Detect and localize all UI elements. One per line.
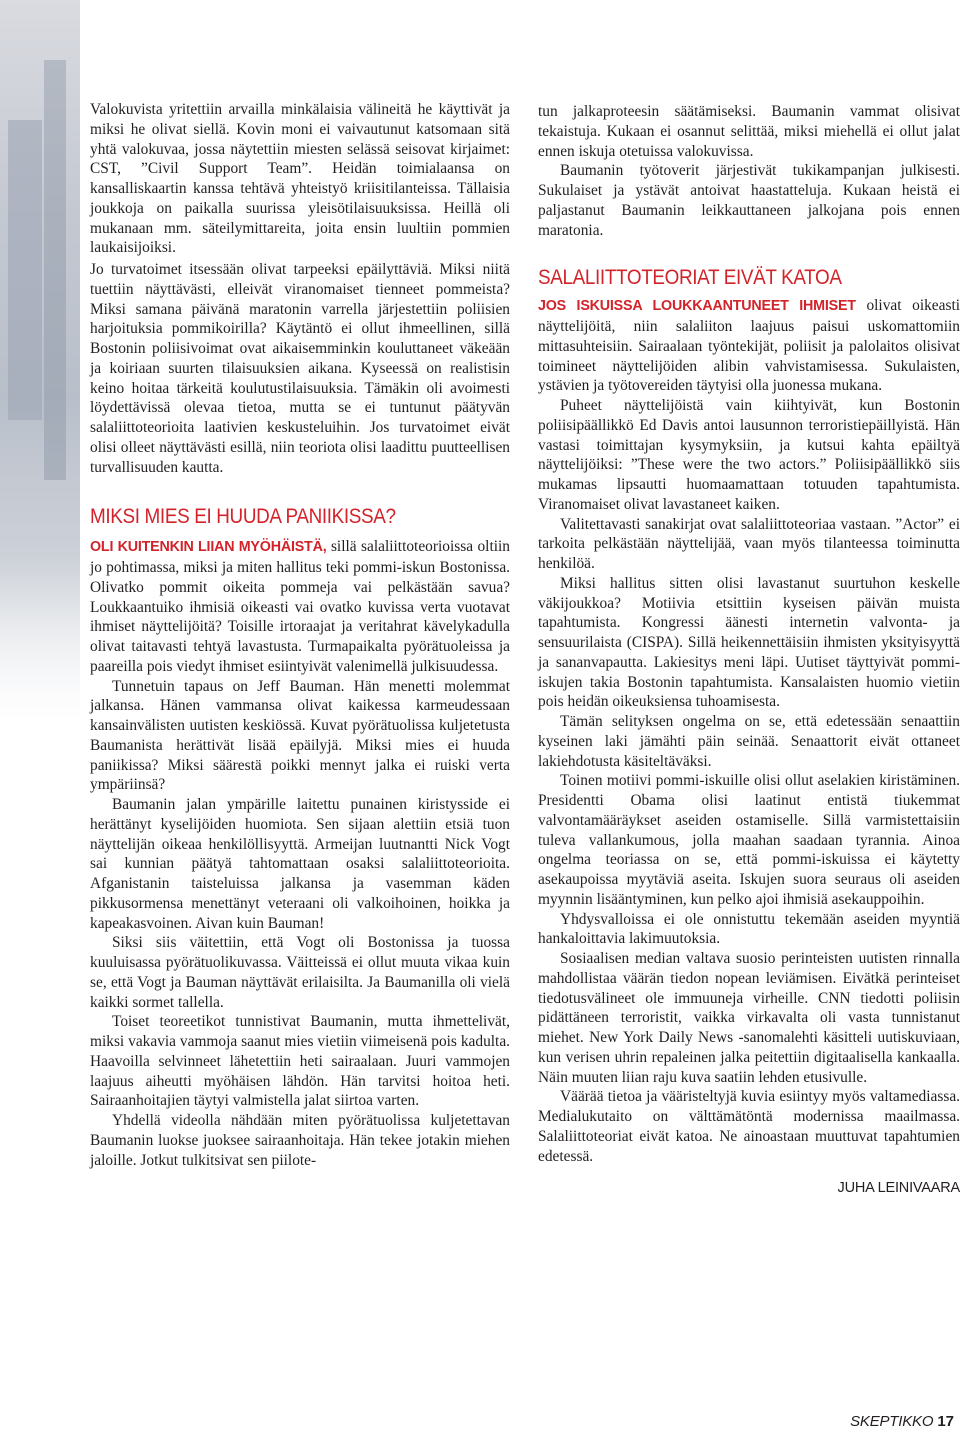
paragraph: Jo turvatoimet itsessään olivat tarpeeksi epäilyttäviä. Miksi niitä tuettiin näyttävästi, elleivät viranomaiset tienneet pommeista? Miksi samana päivänä maratonin varrella järjestettiin poliisien harjoituksia pommikoirilla? Käytäntö ei ollut ihmeellinen, sillä Bostonin poliisivoimat ovat aikaisemminkin kouluttaneet väkeään ja koiriaan suurten tilaisuuksien aikana. Kyseessä on realistisin keino hoitaa tärkeitä koulutustilaisuuksia. Tämäkin oli avoimesti löydettävissä olevaa tietoa, mutta se ei tuntunut päätyvän salaliittoteorioita laativien keskusteluihin. Jos turvatoimet eivät olisi olleet näyttävästi esillä, niin teoriota olisi laadittu puutteellisen turvallisuuden kautta. bbox=[90, 261, 510, 476]
paragraph: Miksi hallitus sitten olisi lavastanut suurtuhon keskelle väkijoukkoa? Motiivia etsittiin kyseisen päivän muista tapahtumista. Kongressi äänesti internetin valvonta- ja sensuurilaista (CISPA). Sillä heikennettäisiin ihmisten yksityisyyttä ja sananvapautta. Lakiesitys meni läpi. Uutiset täyttyivät pommi-iskujen takia Bostonin tapahtumista. Kansalaisten huomio vietiin pois heidän oikeuksiensa tuhoamisesta. bbox=[538, 574, 960, 711]
paragraph: Baumanin työtoverit järjestivät tukikampanjan julkisesti. Sukulaiset ja ystävät antoivat haastatteluja. Kukaan heistä ei paljastanut Baumanin leikkauttaneen jalkojana pois ennen maratonia. bbox=[538, 162, 960, 239]
paragraph: Valokuvista yritettiin arvailla minkälaisia välineitä he käyttivät ja miksi he olivat siellä. Kovin moni ei vaivautunut katsomaan sitä yhtä valokuvaa, jossa näytettiin miesten selässä seisovat kirjaimet: CST, ”Civil Support Team”. Heidän toimialaansa on kansalliskaartin kanssa tehtävä yhteistyö kriisitilanteissa. Tällaisia joukkoja on paikalla suurissa yleisötilaisuuksissa. Heillä oli mukanaan mm. säteilymittareita, joita ensin luultiin pommien laukaisijoiksi. bbox=[90, 101, 510, 257]
paragraph: Valitettavasti sanakirjat ovat salaliittoteoriaa vastaan. ”Actor” ei tarkoita pelkästään näyttelijää, vaan myös tilanteessa toiminutta henkilöä. bbox=[538, 515, 960, 572]
paragraph: Yhdellä videolla nähdään miten pyörätuolissa kuljetettavan Baumanin luokse juoksee sairaanhoitaja. Hän tekee jotakin miehen jaloille. Jotkut tulkitsivat sen piilote- bbox=[90, 1112, 510, 1169]
paragraph: Baumanin jalan ympärille laitettu punainen kiristysside ei herättänyt kyselijöiden huomiota. Sen sijaan alettiin etsiä tuon näyttelijän oikeaa henkilöllisyyttä. Armeijan luutnantti Nick Vogt sai kunnian päätyä tahtomattaan osaksi salaliittoteorioita. Afganistanin taisteluissa jalkansa ja vasemman käden pikkusormensa menettänyt veteraani oli valkoihoinen, hoikka ja kapeakasvoinen. Aivan kuin Bauman! bbox=[90, 796, 510, 932]
subheading-miksi-mies: MIKSI MIES EI HUUDA PANIIKISSA? bbox=[90, 505, 396, 529]
paragraph: tun jalkaproteesin säätämiseksi. Baumanin vammat olisivat tekaistuja. Kukaan ei osannut selittää, miksi miehellä ei ollut jalat ennen iskuja otetuissa valokuvissa. bbox=[538, 103, 960, 160]
lead-in: OLI KUITENKIN LIIAN MYÖHÄISTÄ, bbox=[90, 539, 327, 556]
page-footer bbox=[850, 1413, 954, 1430]
lead-paragraph bbox=[538, 296, 960, 396]
paragraph: Toiset teoreetikot tunnistivat Baumanin, mutta ihmettelivät, miksi vakavia vammoja saanut mies vietiin viimeisenä pois kadulta. Haavoilla selvinneet lähetettiin heti sairaalaan. Juuri vammojen laajuus aiheutti myöhäisen lähdön. Hän tarvitsi hoitoa heti. Sairaanhoitajien täytyi valmistella jalat siirtoa varten. bbox=[90, 1013, 510, 1110]
paragraph: Väärää tietoa ja vääristeltyjä kuvia esiintyy myös valtamediassa. Medialukutaito on välttämätöntä modernissa maailmassa. Salaliittoteoriat eivät katoa. Ne ainoastaan muuttuvat tapahtumien edetessä. bbox=[538, 1088, 960, 1165]
page-number: 17 bbox=[937, 1413, 954, 1430]
subheading-salaliittoteoriat: SALALIITTOTEORIAT EIVÄT KATOA bbox=[538, 266, 842, 290]
lead-in: JOS ISKUISSA LOUKKAANTUNEET IHMISET bbox=[538, 298, 856, 315]
magazine-name: SKEPTIKKO bbox=[850, 1413, 934, 1430]
author-byline: JUHA LEINIVAARA bbox=[837, 1180, 960, 1197]
cropped-photo-edge bbox=[0, 0, 80, 720]
lead-paragraph-text: sillä salaliittoteorioissa oltiin jo pohtimassa, miksi ja miten hallitus teki pommi-iskun Bostonissa. Olivatko pommit oikeita pommeja vai pelkästään savua? Loukkaantuiko ihmisiä oikeasti vai ovatko kuvissa verta vuotavat ihmiset näyttelijöitä? Toisille irtoraajat ja veritahrat kävelykadulla olivat taitavasti tehtyä lavastusta. Turmapaikalta pyörätuoleissa ja paareilla pois viedyt ihmiset esiintyivät valenimellä julkisuudessa. bbox=[90, 538, 510, 675]
paragraph: Siksi siis väitettiin, että Vogt oli Bostonissa ja tuossa kuuluisassa pyörätuolikuvassa. Väitteissä ei ollut muuta vikaa kuin se, että Vogt ja Bauman näyttävät erilaisilta. Ja Baumanilla oli vielä kaikki sormet tallella. bbox=[90, 934, 510, 1011]
paragraph: Puheet näyttelijöistä vain kiihtyivät, kun Bostonin poliisipäällikkö Ed Davis antoi lausunnon terroristiepäillyistä. Hän vastasi toimittajan kysymyksiin, ja kutsui kahta epäiltyä näyttelijöiksi: ”These were the two actors.” Poliisipäällikkö siis mukamas lipsautti huomaamattaan totuuden tapahtumista. Viranomaiset olivat lavastaneet kaiken. bbox=[538, 397, 960, 513]
paragraph: Yhdysvalloissa ei ole onnistuttu tekemään aseiden myyntiä hankaloittavia lakimuutoksia. bbox=[538, 910, 960, 948]
lead-paragraph bbox=[90, 537, 510, 676]
lead-paragraph-text: olivat oikeasti näyttelijöitä, niin salaliiton laajuus paisui uskomattomiin mittasuhteisiin. Sairaalaan työntekijät, poliisit ja palolaitos olisivat toimineet näyttelijöiden alibin vahvistamisessa. Sukulaisten, ystävien ja työtovereiden täytyisi olla juonessa mukana. bbox=[538, 297, 960, 395]
left-column bbox=[90, 100, 510, 1170]
paragraph: Tunnetuin tapaus on Jeff Bauman. Hän menetti molemmat jalkansa. Hänen vammansa olivat kaikessa karmeudessaan kansainvälisten uutisten keskiössä. Kuvat pyörätuolissa kuljetetusta Baumanista herättivät lisää epäilyjä. Miksi mies ei huuda paniikissa? Miksi säärestä poikki mennyt jalka ei ruiski verta ympäriinsä? bbox=[90, 677, 510, 794]
right-column bbox=[538, 102, 960, 1196]
paragraph: Tämän selityksen ongelma on se, että edetessään senaattiin kyseinen laki jämähti päin seinää. Senaattorit eivät ottaneet lakiehdotusta käsiteltäväksi. bbox=[538, 713, 960, 770]
paragraph: Toinen motiivi pommi-iskuille olisi ollut aselakien kiristäminen. Presidentti Obama olisi laatinut entistä tiukemmat valvontamääräykset aseiden ostamiselle. Sillä varmistettaisiin tuleva vallankumous, jolla maahan saadaan tyrannia. Ainoa ongelma teoriassa on se, että pommi-iskuissa ei käytetty asekaupoissa myytäviä aseita. Iskujen suora seuraus oli aseiden myynnin lisääntyminen, kun pelko ajoi ihmisiä asekauppoihin. bbox=[538, 772, 960, 908]
paragraph: Sosiaalisen median valtava suosio perinteisten uutisten rinnalla mahdollistaa väärän tiedon nopean leviämisen. Eivätkä perinteiset tiedotusvälineet ole immuuneja virheille. CNN tiedotti poliisin pidättäneen terroristit, vaikka virkavalta oli vasta tunnistanut miehet. New York Daily News -sanomalehti käsitteli uutiskuviaan, kun verisen uhrin repaleinen jalka peitettiin digitaalisella kankaalla. Näin muuten liian raju kuva saatiin lehden etusivulle. bbox=[538, 950, 960, 1086]
